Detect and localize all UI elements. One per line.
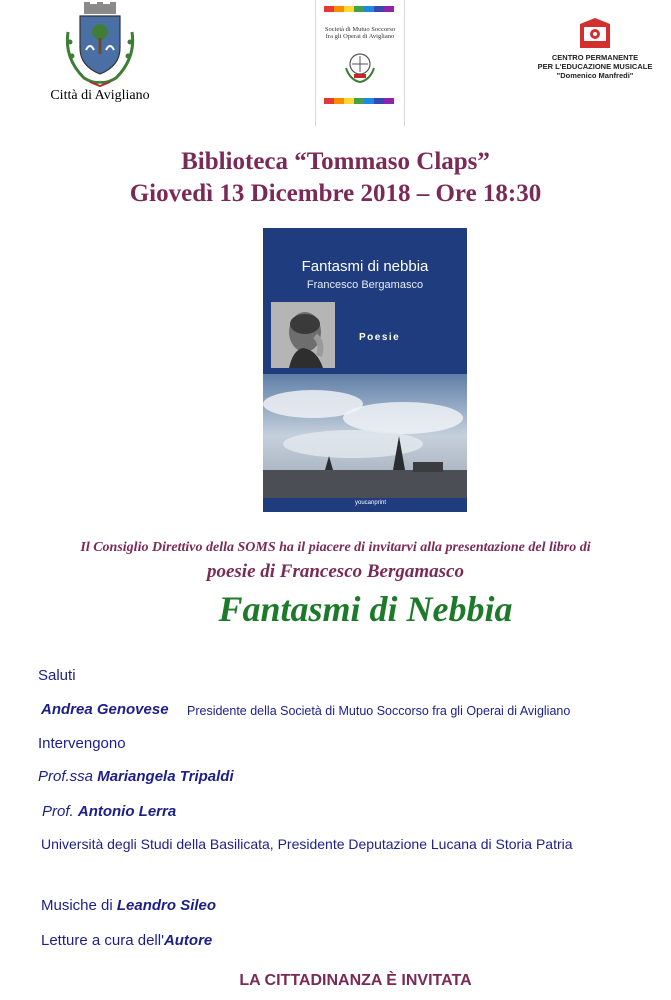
cover-author: Francesco Bergamasco — [306, 279, 424, 291]
venue-title: Biblioteca “Tommaso Claps” — [181, 148, 490, 175]
greeter-role: Presidente della Società di Mutuo Soccorso fra gli Operai di Avigliano — [187, 704, 571, 718]
music-school-logo-icon — [578, 18, 612, 50]
music-school-name — [522, 53, 668, 80]
closing-banner: LA CITTADINANZA È INVITATA — [239, 972, 472, 989]
music-prefix: Musiche di — [41, 897, 113, 914]
rainbow-stripe-icon — [324, 6, 394, 12]
avigliano-crest-logo — [60, 2, 140, 90]
speaker2-title: Prof. — [42, 803, 74, 820]
soms-emblem-icon — [342, 50, 378, 84]
invitation-line1: Il Consiglio Direttivo della SOMS ha il piacere di invitarvi alla presentazione del libro di — [80, 540, 591, 555]
soms-name-line2: fra gli Operai di Avigliano — [325, 33, 395, 40]
publisher-mark — [263, 498, 467, 512]
music-credit — [41, 897, 216, 914]
speaker1-title: Prof.ssa — [38, 768, 94, 785]
book-title: Fantasmi di Nebbia — [218, 589, 513, 629]
cover-genre: Poesie — [359, 332, 401, 343]
reading-credit — [41, 932, 212, 949]
soms-logo — [315, 0, 405, 126]
reading-prefix: Letture a cura dell' — [41, 932, 164, 949]
speaker2-affiliation: Università degli Studi della Basilicata, Presidente Deputazione Lucana di Storia Patria — [41, 836, 573, 852]
publisher-name: youcanprint — [355, 500, 387, 506]
event-datetime: Giovedì 13 Dicembre 2018 – Ore 18:30 — [129, 180, 542, 207]
music-school-line1: CENTRO PERMANENTE — [551, 53, 639, 62]
speaker1 — [38, 768, 234, 785]
soms-name — [320, 26, 400, 40]
speaker2-name: Antonio Lerra — [77, 803, 177, 820]
city-caption: Città di Avigliano — [50, 88, 150, 103]
rainbow-stripe-icon — [324, 98, 394, 104]
sky-landscape-image — [263, 374, 467, 498]
soms-name-line1: Società di Mutuo Soccorso — [324, 26, 396, 33]
book-cover-image — [263, 228, 467, 512]
music-school-line3: "Domenico Manfredi" — [556, 71, 634, 80]
speakers-label: Intervengono — [38, 735, 126, 752]
speaker1-name: Mariangela Tripaldi — [97, 768, 234, 785]
cover-title: Fantasmi di nebbia — [301, 258, 429, 275]
greeter-name: Andrea Genovese — [41, 701, 169, 718]
greetings-label: Saluti — [38, 667, 76, 684]
invitation-line2: poesie di Francesco Bergamasco — [206, 561, 464, 582]
author-portrait-image — [271, 302, 335, 368]
music-name: Leandro Sileo — [116, 897, 217, 914]
music-school-line2: PER L'EDUCAZIONE MUSICALE — [537, 62, 653, 71]
reading-name: Autore — [163, 932, 213, 949]
speaker2 — [42, 803, 176, 820]
